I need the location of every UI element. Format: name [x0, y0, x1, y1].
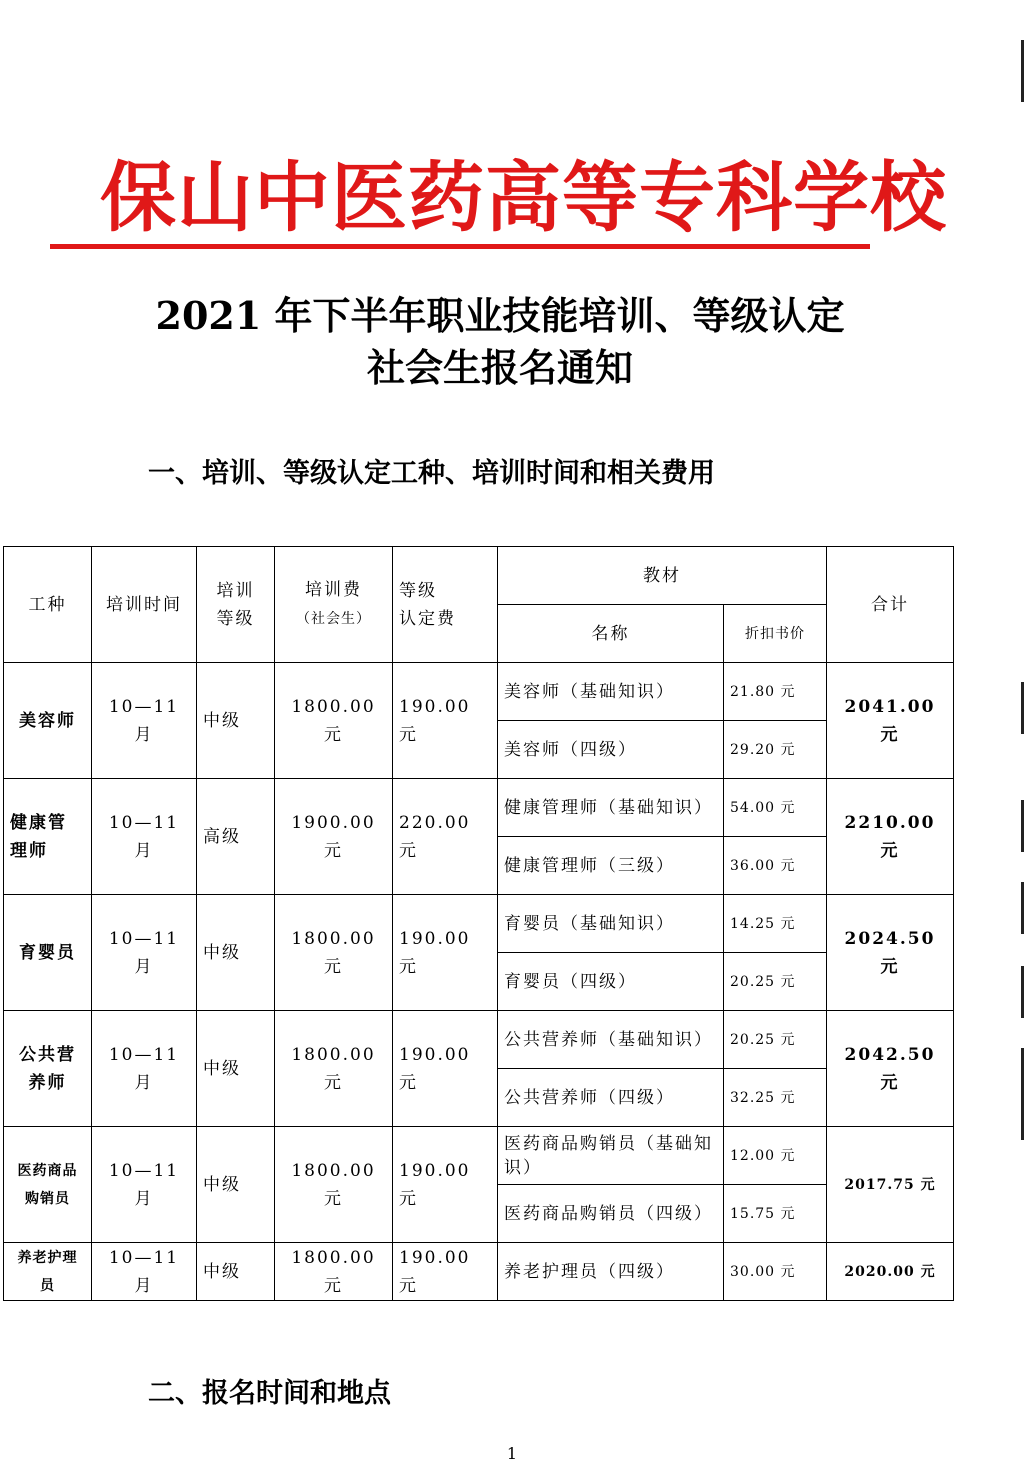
- book-cell: 养老护理员（四级）: [498, 1243, 724, 1301]
- price-cell: 14.25 元: [724, 895, 827, 953]
- price-cell: 21.80 元: [724, 663, 827, 721]
- cert-cell: 220.00 元: [393, 779, 498, 895]
- total-cell: 2017.75 元: [827, 1127, 954, 1243]
- book-cell: 公共营养师（基础知识）: [498, 1011, 724, 1069]
- time-cell: 10—11 月: [92, 663, 197, 779]
- time-cell: 10—11 月: [92, 1011, 197, 1127]
- section1-heading: 一、培训、等级认定工种、培训时间和相关费用: [148, 458, 715, 489]
- job-cell: 美容师: [4, 663, 92, 779]
- notice-title-line1: 2021 年下半年职业技能培训、等级认定: [155, 293, 845, 338]
- cert-cell: 190.00 元: [393, 1127, 498, 1243]
- notice-title: [60, 290, 940, 394]
- level-cell: 中级: [197, 1127, 275, 1243]
- total-cell: 2210.00 元: [827, 779, 954, 895]
- book-cell: 医药商品购销员（基础知识）: [498, 1127, 724, 1185]
- price-cell: 32.25 元: [724, 1069, 827, 1127]
- cert-cell: 190.00 元: [393, 1243, 498, 1301]
- header-job: 工种: [4, 547, 92, 663]
- book-cell: 育婴员（基础知识）: [498, 895, 724, 953]
- header-tb-price: 折扣书价: [724, 605, 827, 663]
- level-cell: 中级: [197, 663, 275, 779]
- fee-cell: 1800.00 元: [275, 663, 393, 779]
- time-cell: 10—11 月: [92, 1127, 197, 1243]
- table-header-row: [4, 547, 954, 605]
- total-cell: 2042.50 元: [827, 1011, 954, 1127]
- fee-table: [3, 546, 954, 1301]
- book-cell: 美容师（四级）: [498, 721, 724, 779]
- total-cell: 2024.50 元: [827, 895, 954, 1011]
- header-fee: 培训费 （社会生）: [275, 547, 393, 663]
- level-cell: 中级: [197, 1243, 275, 1301]
- price-cell: 20.25 元: [724, 953, 827, 1011]
- price-cell: 15.75 元: [724, 1185, 827, 1243]
- header-tb-name: 名称: [498, 605, 724, 663]
- school-title: 保山中医药高等专科学校: [100, 153, 947, 242]
- time-cell: 10—11 月: [92, 1243, 197, 1301]
- job-cell: 公共营 养师: [4, 1011, 92, 1127]
- book-cell: 美容师（基础知识）: [498, 663, 724, 721]
- cert-cell: 190.00 元: [393, 1011, 498, 1127]
- cert-cell: 190.00 元: [393, 663, 498, 779]
- price-cell: 12.00 元: [724, 1127, 827, 1185]
- table-row: [4, 1011, 954, 1069]
- level-cell: 中级: [197, 1011, 275, 1127]
- total-cell: 2041.00 元: [827, 663, 954, 779]
- red-divider: [50, 244, 870, 249]
- header-time: 培训时间: [92, 547, 197, 663]
- job-cell: 养老护理 员: [4, 1243, 92, 1301]
- table-row: [4, 663, 954, 721]
- page-number: 1: [506, 1444, 518, 1463]
- book-cell: 健康管理师（基础知识）: [498, 779, 724, 837]
- book-cell: 医药商品购销员（四级）: [498, 1185, 724, 1243]
- header-total: 合计: [827, 547, 954, 663]
- book-cell: 公共营养师（四级）: [498, 1069, 724, 1127]
- level-cell: 中级: [197, 895, 275, 1011]
- job-cell: 健康管 理师: [4, 779, 92, 895]
- time-cell: 10—11 月: [92, 779, 197, 895]
- fee-cell: 1800.00 元: [275, 895, 393, 1011]
- time-cell: 10—11 月: [92, 895, 197, 1011]
- table-row: [4, 779, 954, 837]
- header-cert: 等级 认定费: [393, 547, 498, 663]
- notice-title-line2: 社会生报名通知: [366, 345, 633, 390]
- fee-cell: 1800.00 元: [275, 1127, 393, 1243]
- table-row: [4, 1127, 954, 1185]
- total-cell: 2020.00 元: [827, 1243, 954, 1301]
- fee-cell: 1800.00 元: [275, 1011, 393, 1127]
- level-cell: 高级: [197, 779, 275, 895]
- price-cell: 36.00 元: [724, 837, 827, 895]
- fee-cell: 1900.00 元: [275, 779, 393, 895]
- section2-heading: 二、报名时间和地点: [148, 1378, 391, 1409]
- table-row: [4, 1243, 954, 1301]
- fee-cell: 1800.00 元: [275, 1243, 393, 1301]
- book-cell: 育婴员（四级）: [498, 953, 724, 1011]
- job-cell: 医药商品 购销员: [4, 1127, 92, 1243]
- header-textbook: 教材: [498, 547, 827, 605]
- cert-cell: 190.00 元: [393, 895, 498, 1011]
- header-level: 培训 等级: [197, 547, 275, 663]
- job-cell: 育婴员: [4, 895, 92, 1011]
- price-cell: 29.20 元: [724, 721, 827, 779]
- price-cell: 30.00 元: [724, 1243, 827, 1301]
- table-row: [4, 895, 954, 953]
- price-cell: 54.00 元: [724, 779, 827, 837]
- book-cell: 健康管理师（三级）: [498, 837, 724, 895]
- price-cell: 20.25 元: [724, 1011, 827, 1069]
